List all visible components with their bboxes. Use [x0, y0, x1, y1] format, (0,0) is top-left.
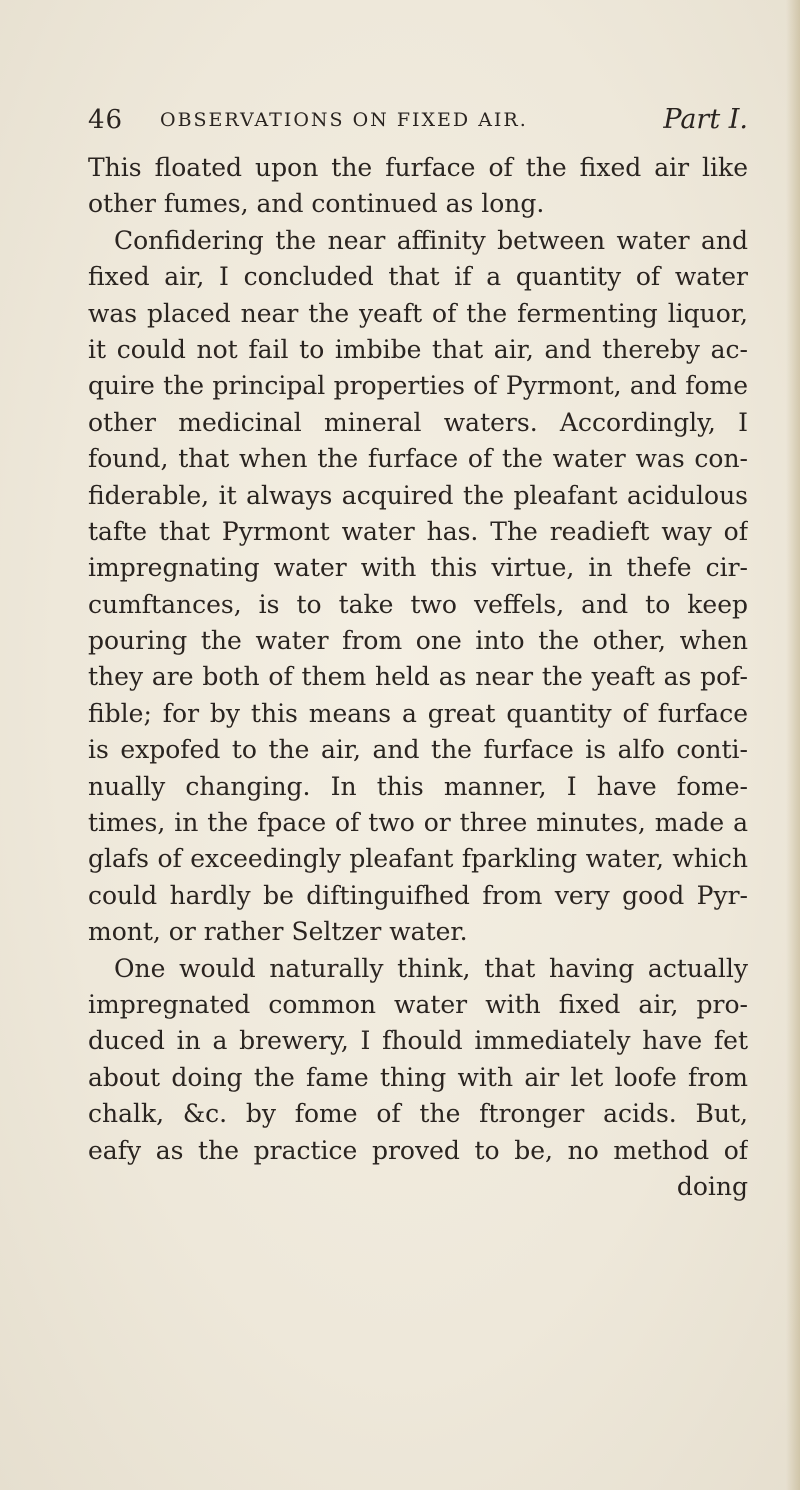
page-header [88, 100, 748, 140]
text-line: found, that when the furface of the water was con- [88, 444, 748, 474]
text-line: fible; for by this means a great quantity of furface [88, 698, 748, 728]
text-line: other fumes, and continued as long. [88, 189, 545, 219]
page-number: 46 [88, 105, 124, 135]
body-text [88, 150, 748, 1205]
text-line: nually changing. In this manner, I have fome- [88, 771, 748, 801]
text-line: pouring the water from one into the other, when [88, 626, 748, 656]
text-line: other medicinal mineral waters. Accordingly, I [88, 407, 748, 437]
text-line: it could not fail to imbibe that air, and thereby ac- [88, 334, 748, 364]
text-line: chalk, &c. by fome of the ftronger acids. But, [88, 1099, 748, 1129]
text-line: times, in the fpace of two or three minutes, made a [88, 808, 748, 838]
text-line: glafs of exceedingly pleafant fparkling water, which [88, 844, 748, 874]
text-line: duced in a brewery, I fhould immediately have fet [88, 1026, 748, 1056]
text-line: could hardly be diftinguifhed from very good Pyr- [88, 880, 748, 910]
text-line: was placed near the yeaft of the fermenting liquor, [88, 298, 748, 328]
page-edge-shadow [786, 0, 800, 1490]
part-label: Part I. [663, 104, 748, 135]
text-line: One would naturally think, that having actually [114, 953, 748, 983]
text-line: tafte that Pyrmont water has. The readieft way of [88, 516, 748, 546]
text-line: This floated upon the furface of the fixed air like [88, 153, 748, 182]
text-line: about doing the fame thing with air let loofe from [88, 1062, 748, 1092]
text-line: impregnated common water with fixed air, pro- [88, 989, 748, 1019]
text-line: Confidering the near affinity between water and [114, 225, 748, 255]
catchword: doing [676, 1171, 748, 1201]
text-line: cumftances, is to take two veffels, and to keep [88, 589, 748, 619]
text-line: they are both of them held as near the yeaft as pof- [88, 662, 748, 692]
text-line: eafy as the practice proved to be, no method of [88, 1135, 748, 1165]
text-line: mont, or rather Seltzer water. [88, 917, 468, 947]
text-line: fiderable, it always acquired the pleafant acidulous [88, 480, 748, 510]
text-line: is expofed to the air, and the furface is alfo conti- [88, 735, 748, 765]
text-line: quire the principal properties of Pyrmont, and fome [88, 371, 748, 401]
text-line: fixed air, I concluded that if a quantity of water [88, 262, 748, 292]
text-line: impregnating water with this virtue, in thefe cir- [88, 553, 748, 583]
running-title: OBSERVATIONS ON FIXED AIR. [160, 109, 528, 131]
